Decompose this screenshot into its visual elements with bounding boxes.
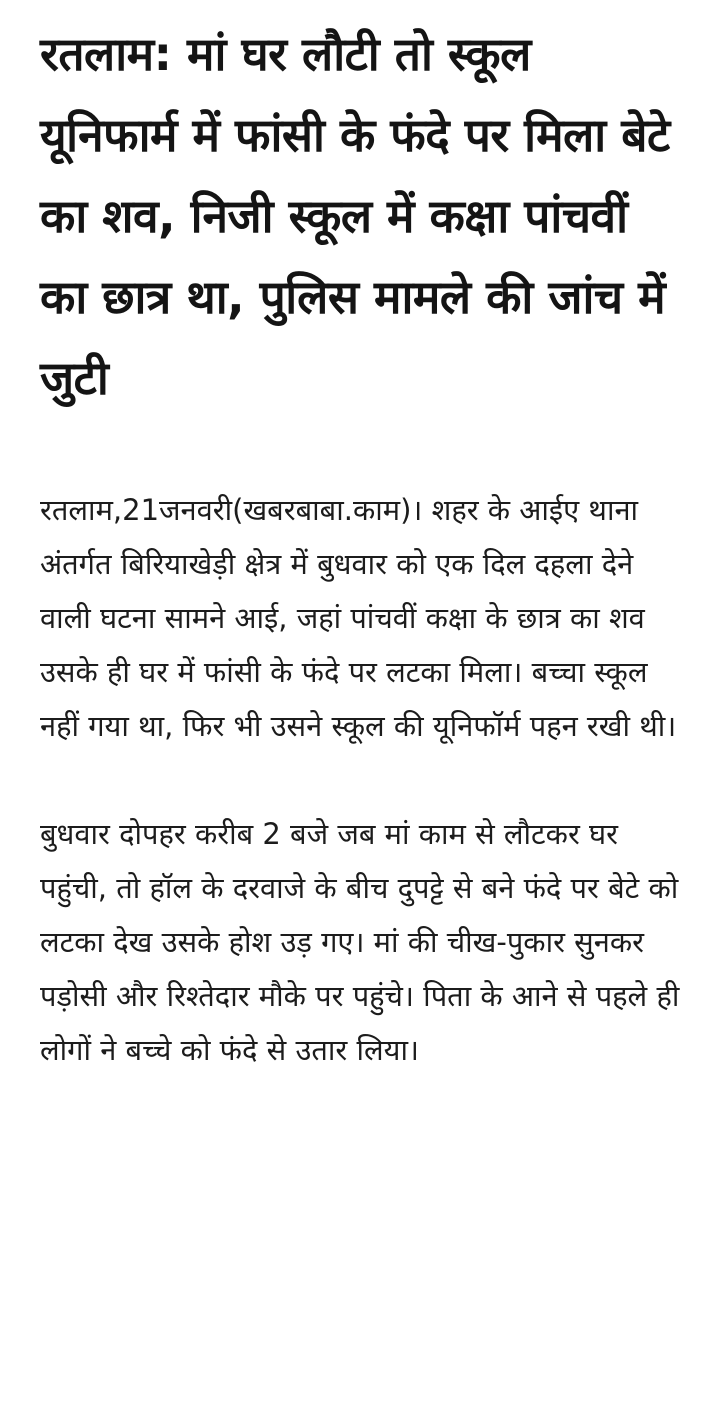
article-paragraph-1: रतलाम,21जनवरी(खबरबाबा.काम)। शहर के आईए थाना अंतर्गत बिरियाखेड़ी क्षेत्र में बुधवार को एक दिल दहला देने वाली घटना सामने आई, जहां पांचवीं कक्षा के छात्र का शव उसके ही घर में फांसी के फंदे पर लटका मिला। बच्चा स्कूल नहीं गया था, फिर भी उसने स्कूल की यूनिफॉर्म पहन रखी थी। — [40, 493, 677, 743]
article-headline: रतलाम: मां घर लौटी तो स्कूल यूनिफार्म में फांसी के फंदे पर मिला बेटे का शव, निजी स्कूल में कक्षा पांचवीं का छात्र था, पुलिस मामले की जांच में जुटी — [40, 27, 670, 405]
article-paragraph-2: बुधवार दोपहर करीब 2 बजे जब मां काम से लौटकर घर पहुंची, तो हॉल के दरवाजे के बीच दुपट्टे से बने फंदे पर बेटे को लटका देख उसके होश उड़ गए। मां की चीख-पुकार सुनकर पड़ोसी और रिश्तेदार मौके पर पहुंचे। पिता के आने से पहले ही लोगों ने बच्चे को फंदे से उतार लिया। — [40, 817, 680, 1067]
